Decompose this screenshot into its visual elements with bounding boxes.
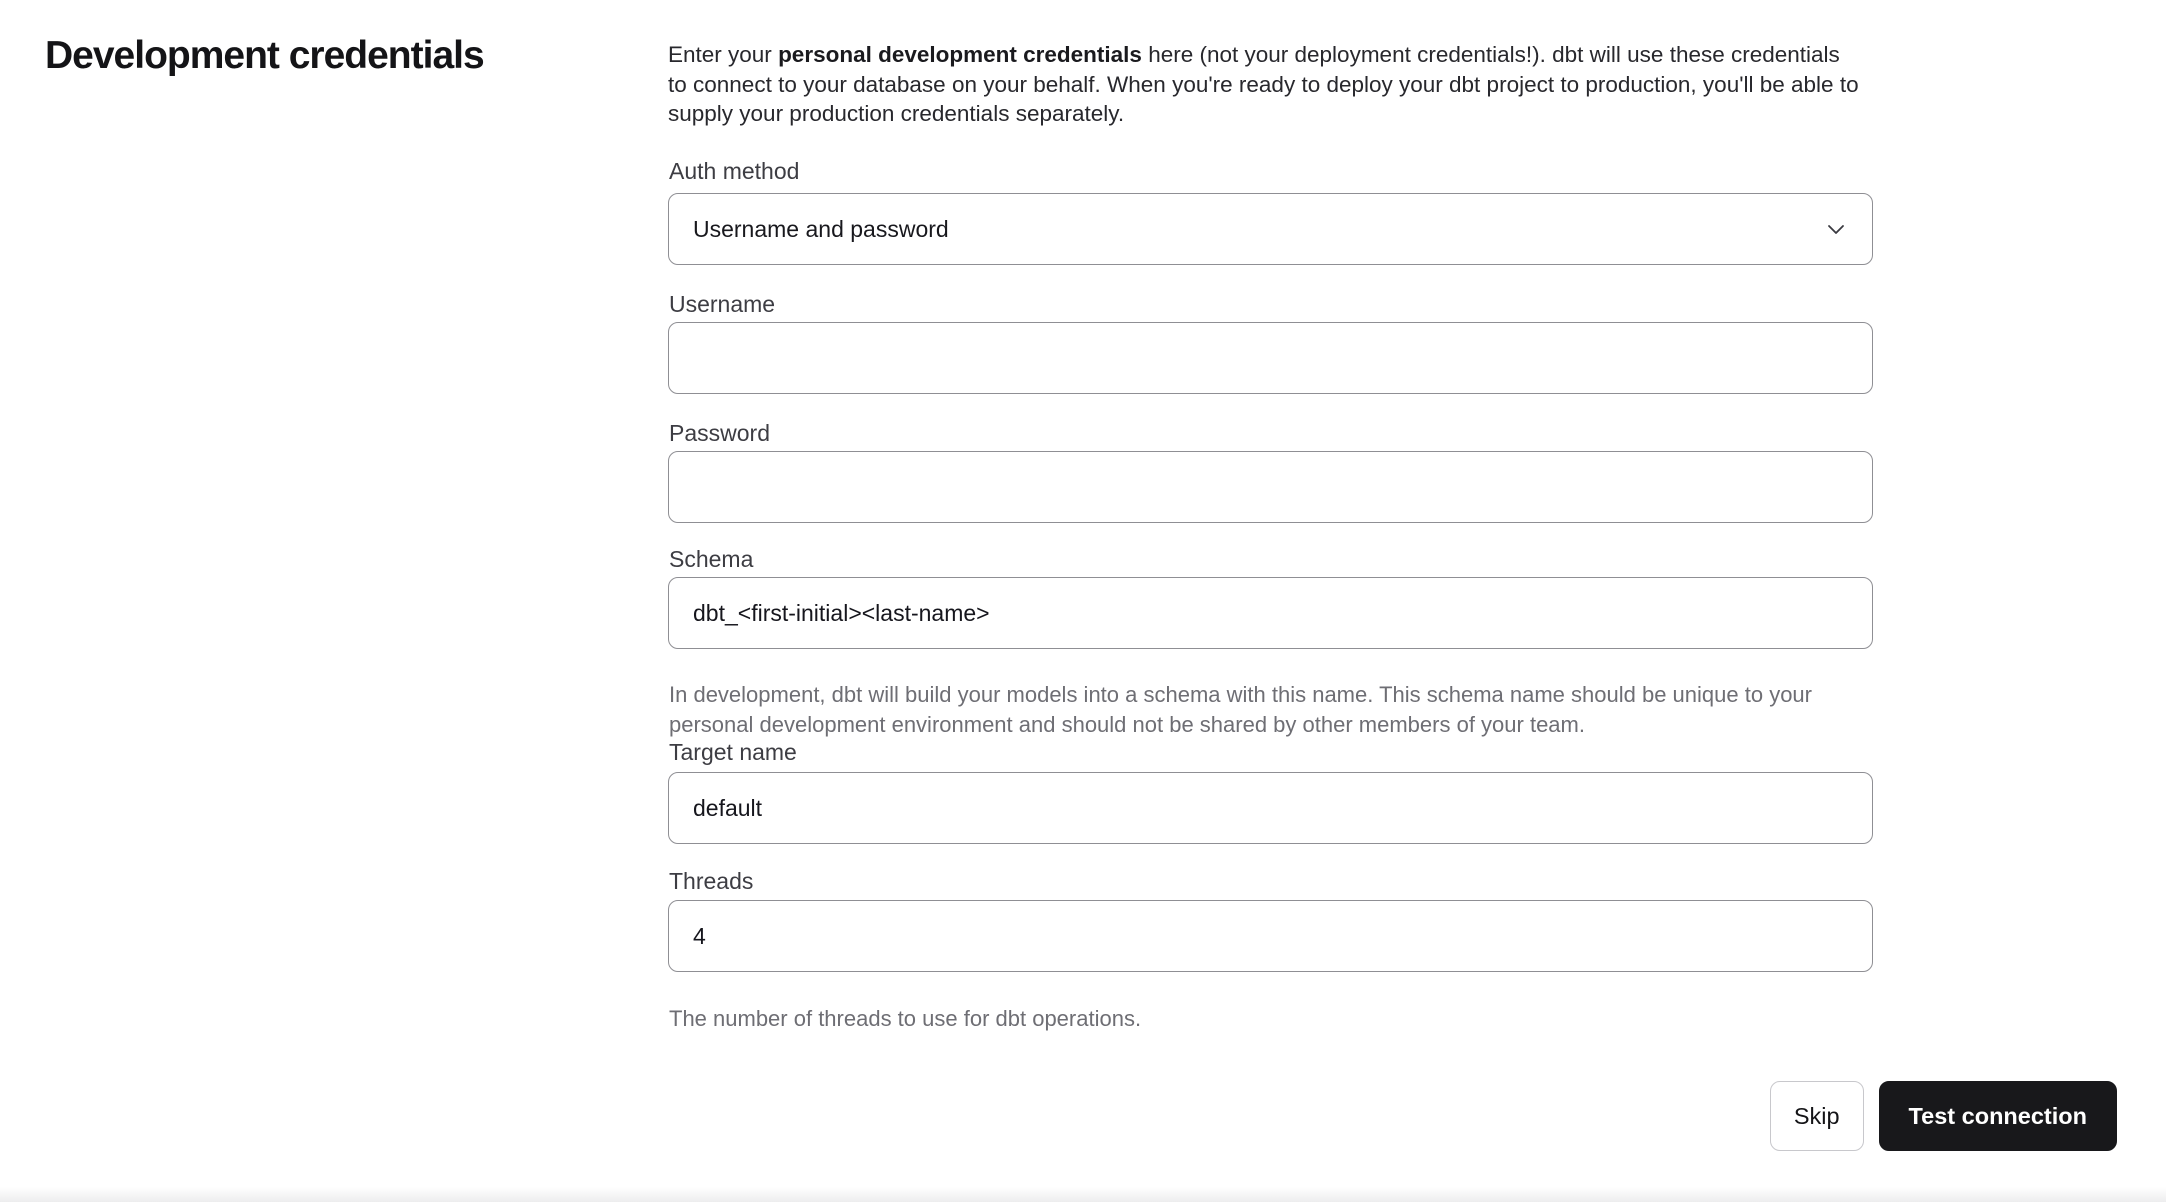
skip-button[interactable]: Skip — [1770, 1081, 1864, 1151]
threads-label: Threads — [669, 868, 754, 894]
target-name-label: Target name — [669, 739, 797, 765]
password-input[interactable] — [668, 451, 1873, 523]
password-label: Password — [669, 420, 770, 446]
schema-label: Schema — [669, 546, 754, 572]
schema-helper-text: In development, dbt will build your models into a schema with this name. This schema name should be unique to your personal development environment and should not be shared by other members of your team. — [669, 682, 1812, 737]
schema-input[interactable] — [668, 577, 1873, 649]
credentials-form — [668, 0, 1873, 1202]
page-title: Development credentials — [45, 34, 484, 77]
auth-method-select[interactable] — [668, 193, 1873, 265]
username-label: Username — [669, 291, 776, 317]
username-input[interactable] — [668, 322, 1873, 394]
description-text-post: here (not your deployment credentials!). dbt will use these credentials to connect to your database on your behalf. When you're ready to deploy your dbt project to production, you'll be able to supply your production credentials separately. — [668, 42, 1859, 126]
footer-actions — [1770, 1081, 2117, 1151]
description — [668, 40, 1863, 129]
next-section-edge — [0, 1187, 2166, 1202]
auth-method-selected-value: Username and password — [693, 215, 949, 242]
auth-method-label: Auth method — [669, 158, 800, 184]
test-connection-button[interactable]: Test connection — [1879, 1081, 2117, 1151]
chevron-down-icon — [1824, 217, 1848, 241]
target-name-input[interactable] — [668, 772, 1873, 844]
description-text-pre: Enter your — [668, 42, 779, 67]
description-text-bold: personal development credentials — [778, 42, 1142, 67]
threads-input[interactable] — [668, 900, 1873, 972]
threads-helper-text: The number of threads to use for dbt operations. — [669, 1006, 1142, 1031]
